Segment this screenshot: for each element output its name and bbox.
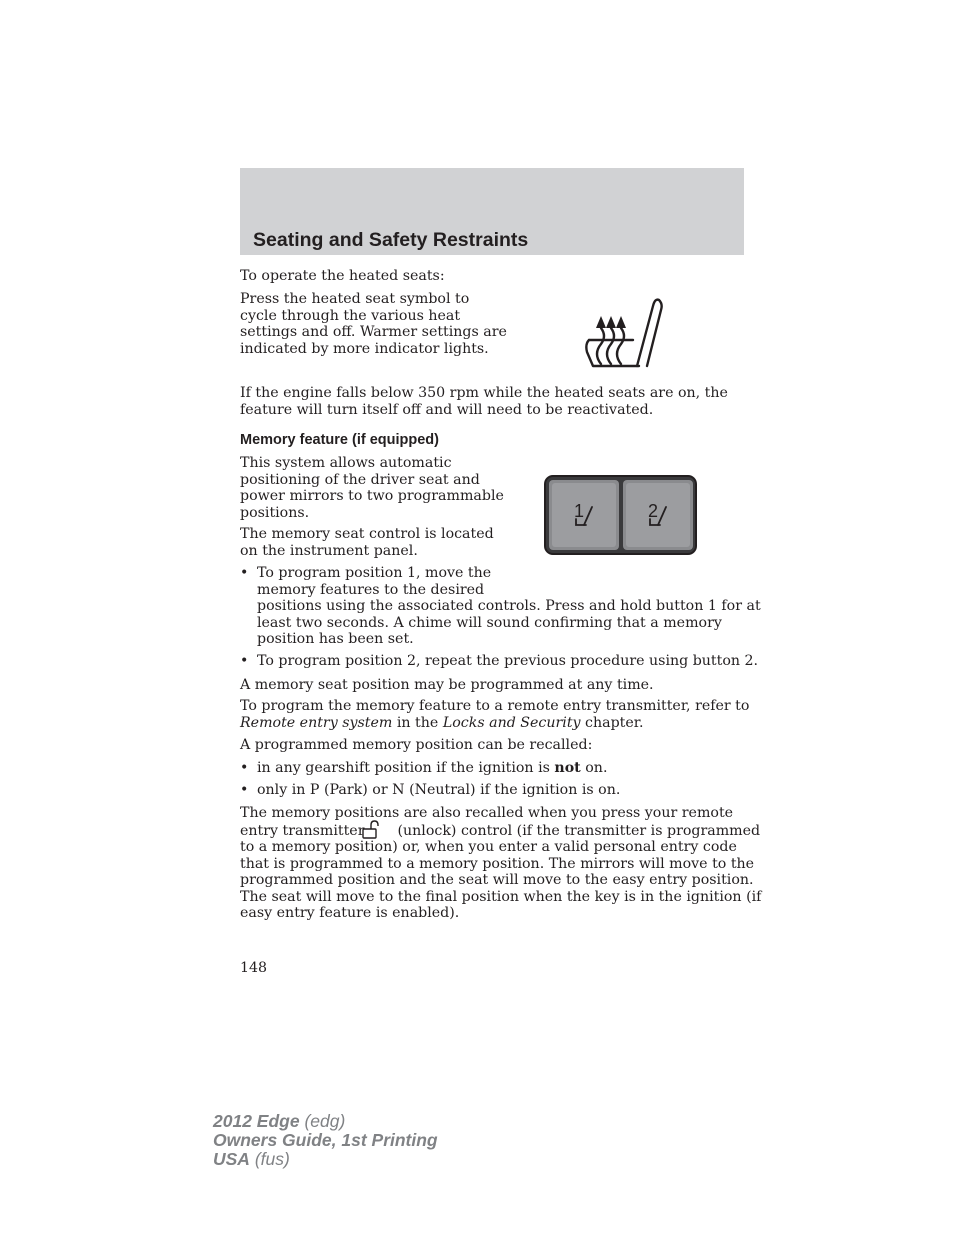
memory-heading: Memory feature (if equipped) (240, 432, 439, 448)
section-title: Seating and Safety Restraints (253, 229, 529, 251)
memory-button-1 (549, 480, 619, 550)
remote-entry-paragraph: To program the memory feature to a remote entry transmitter, refer to Remote entry system in the Locks and Security chapter. (240, 698, 750, 731)
locks-security-ref: Locks and Security (442, 714, 581, 731)
memory-buttons-illustration (544, 475, 697, 555)
heated-seat-icon (583, 294, 663, 370)
document-footer: 2012 Edge (edg) Owners Guide, 1st Printing USA (fus) (213, 1111, 438, 1169)
final-paragraph: The memory positions are also recalled when you press your remote entry transmitter (unlock) control (if the transmitter is programmed to a memory position) or, when you enter a valid personal entry code that is programmed to a memory position. The mirrors will move to the programmed position and the seat will move to the easy entry position. The seat will move to the final position when the key is in the ignition (if easy entry feature is enabled). (240, 805, 762, 921)
rpm-note: If the engine falls below 350 rpm while the heated seats are on, the feature will turn itself off and will need to be reactivated. (240, 385, 728, 418)
page-number: 148 (240, 960, 268, 976)
heated-instructions: Press the heated seat symbol to cycle through the various heat settings and off. Warmer settings are indicated by more indicator lights. (240, 291, 507, 357)
heated-intro: To operate the heated seats: (240, 268, 445, 284)
memory-system-desc: This system allows automatic positioning of the driver seat and power mirrors to two programmable positions. (240, 455, 504, 521)
program-anytime: A memory seat position may be programmed at any time. (240, 677, 654, 693)
recall-intro: A programmed memory position can be recalled: (240, 737, 593, 753)
memory-button-1-label: 1 (574, 501, 585, 521)
memory-button-2 (623, 480, 693, 550)
memory-location: The memory seat control is located on the instrument panel. (240, 526, 494, 559)
remote-entry-ref: Remote entry system (240, 714, 393, 731)
unlock-icon (361, 820, 379, 839)
section-header-band (240, 168, 744, 255)
memory-button-2-label: 2 (648, 501, 659, 521)
